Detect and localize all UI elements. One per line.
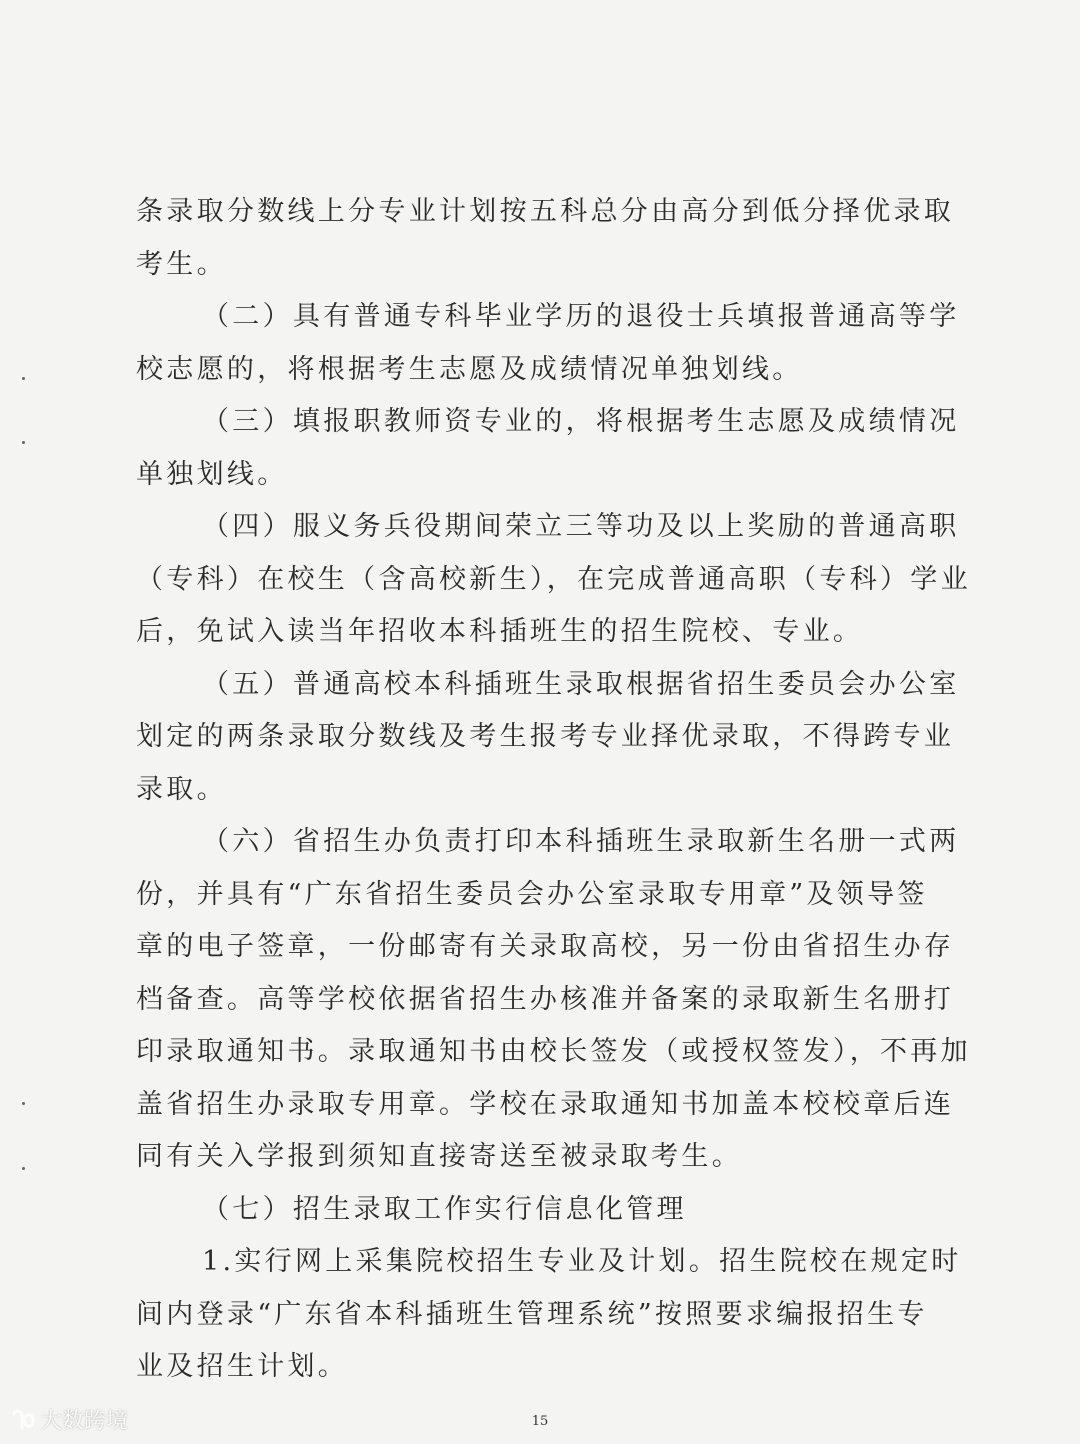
brand-logo-icon bbox=[10, 1408, 36, 1432]
paragraph-line: 份，并具有“广东省招生委员会办公室录取专用章”及领导签 bbox=[136, 878, 928, 910]
paragraph-line: （专科）在校生（含高校新生），在完成普通高职（专科）学业 bbox=[136, 563, 971, 595]
paragraph-line: 业及招生计划。 bbox=[136, 1351, 349, 1382]
margin-mark bbox=[22, 1102, 25, 1105]
paragraph-line: 后，免试入读当年招收本科插班生的招生院校、专业。 bbox=[136, 616, 864, 647]
paragraph-line: 间内登录“广东省本科插班生管理系统”按照要求编报招生专 bbox=[136, 1298, 928, 1330]
paragraph-line: 1.实行网上采集院校招生专业及计划。招生院校在规定时 bbox=[202, 1246, 962, 1277]
margin-mark bbox=[22, 441, 25, 444]
paragraph-line: （六）省招生办负责打印本科插班生录取新生名册一式两 bbox=[202, 826, 960, 857]
margin-mark bbox=[22, 1167, 25, 1170]
paragraph-line: 同有关入学报到须知直接寄送至被录取考生。 bbox=[136, 1141, 742, 1172]
paragraph-line: 校志愿的，将根据考生志愿及成绩情况单独划线。 bbox=[136, 353, 803, 385]
paragraph-line: 录取。 bbox=[136, 773, 227, 805]
paragraph-line: 划定的两条录取分数线及考生报考专业择优录取，不得跨专业 bbox=[136, 721, 955, 752]
paragraph-line: （三）填报职教师资专业的，将根据考生志愿及成绩情况 bbox=[202, 406, 960, 437]
page-number: 15 bbox=[531, 1414, 549, 1429]
paragraph-line: 考生。 bbox=[136, 248, 227, 280]
paragraph-line: （四）服义务兵役期间荣立三等功及以上奖励的普通高职 bbox=[202, 511, 960, 542]
watermark-text: 大数跨境 bbox=[40, 1409, 129, 1434]
paragraph-line: 章的电子签章，一份邮寄有关录取高校，另一份由省招生办存 bbox=[136, 931, 955, 962]
paragraph-line: （二）具有普通专科毕业学历的退役士兵填报普通高等学 bbox=[202, 301, 960, 332]
watermark bbox=[10, 1404, 128, 1435]
paragraph-line: 档备查。高等学校依据省招生办核准并备案的录取新生名册打 bbox=[136, 983, 955, 1015]
paragraph-line: 印录取通知书。录取通知书由校长签发（或授权签发），不再加 bbox=[136, 1036, 971, 1067]
paragraph-line: （五）普通高校本科插班生录取根据省招生委员会办公室 bbox=[202, 668, 960, 700]
margin-mark bbox=[22, 377, 25, 380]
section-heading: （七）招生录取工作实行信息化管理 bbox=[202, 1193, 687, 1225]
paragraph-line: 条录取分数线上分专业计划按五科总分由高分到低分择优录取 bbox=[136, 196, 955, 227]
paragraph-line: 单独划线。 bbox=[136, 458, 288, 490]
document-body bbox=[136, 186, 971, 1394]
paragraph-line: 盖省招生办录取专用章。学校在录取通知书加盖本校校章后连 bbox=[136, 1088, 955, 1120]
